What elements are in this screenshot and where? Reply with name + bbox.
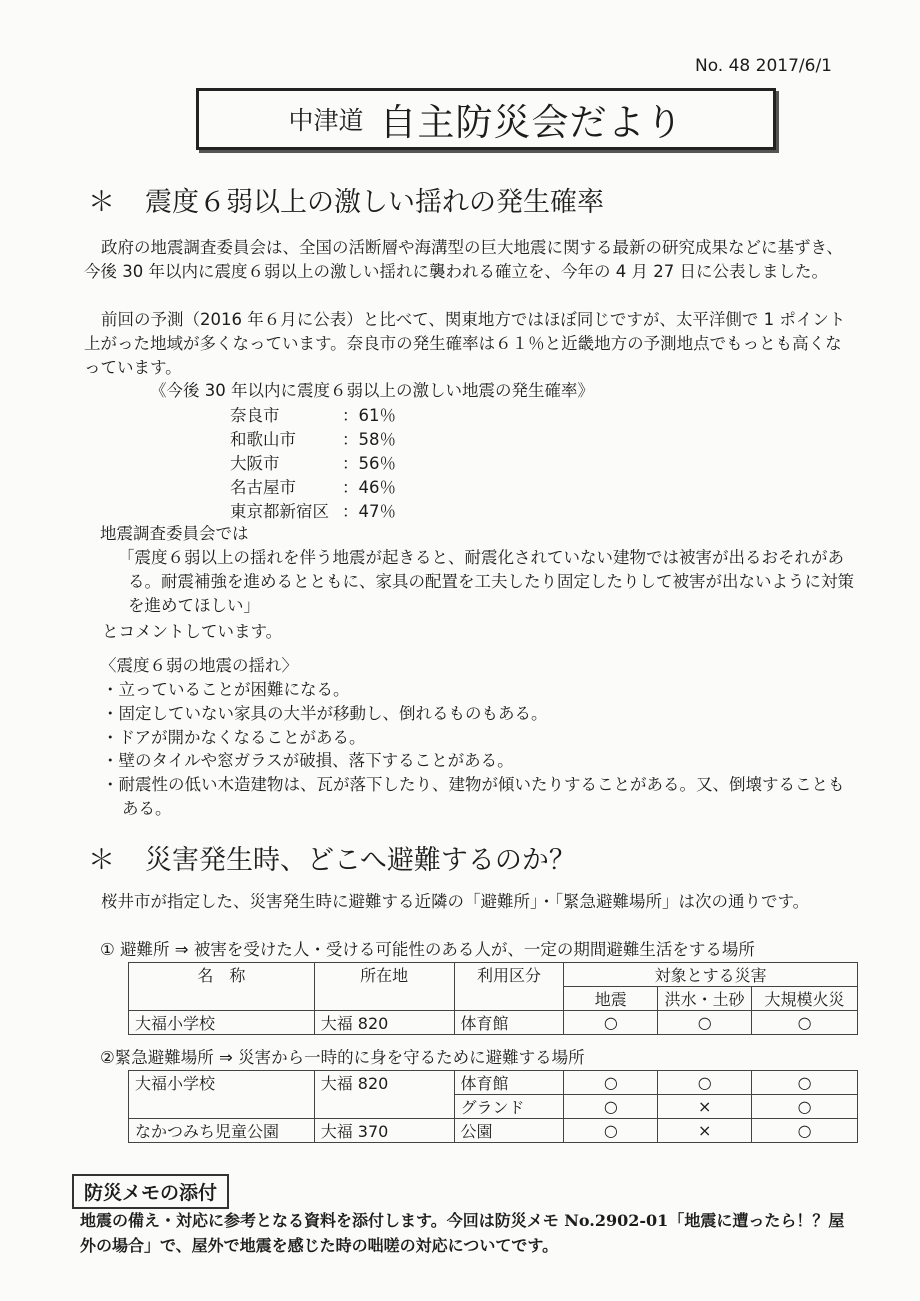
header-name: 名 称 <box>129 963 315 1011</box>
masthead-area-name: 中津道 <box>288 106 364 135</box>
cell-quake: ○ <box>564 1119 658 1143</box>
section2-heading <box>88 838 576 877</box>
list-item: ・固定していない家具の大半が移動し、倒れるものもある。 <box>102 703 548 723</box>
cell-name: なかつみち児童公園 <box>129 1119 315 1143</box>
rate-city: 大阪市 <box>230 454 280 473</box>
section1-paragraph-1: 政府の地震調査委員会は、全国の活断層や海溝型の巨大地震に関する最新の研究成果などに基ずき、今後 30 年以内に震度６弱以上の激しい揺れに襲われる確立を、今年の 4 月 27 日に公表しました。 <box>84 238 843 281</box>
shake-list <box>102 678 854 821</box>
emergency-table <box>128 1070 858 1143</box>
cell-quake: ○ <box>564 1011 658 1035</box>
committee-comment: とコメントしています。 <box>102 622 283 641</box>
heading-asterisk: ＊ <box>88 187 115 218</box>
table-row <box>129 1071 858 1095</box>
heading-asterisk: ＊ <box>88 845 115 876</box>
emergency-label: ②緊急避難場所 ⇒ 災害から一時的に身を守るために避難する場所 <box>100 1048 585 1067</box>
header-flood: 洪水・土砂 <box>658 987 752 1011</box>
list-item: ・壁のタイルや窓ガラスが破損、落下することがある。 <box>102 751 514 771</box>
cell-flood: ○ <box>658 1011 752 1035</box>
cell-usage: 公園 <box>454 1119 564 1143</box>
list-item: ・ドアが開かなくなることがある。 <box>102 727 366 747</box>
section1-heading-text: 震度６弱以上の激しい揺れの発生確率 <box>145 187 604 218</box>
memo-text: 地震の備え・対応に参考となる資料を添付します。今回は防災メモ No.2902-01「地震に遭ったら！？屋外の場合」で、屋外で地震を感じた時の咄嗟の対応についてです。 <box>80 1211 845 1255</box>
section1-paragraph-2: 前回の予測（2016 年６月に公表）と比べて、関東地方ではほぼ同じですが、太平洋側で 1 ポイント上がった地域が多くなっています。奈良市の発生確率は６１％と近畿地方の予測地点でもっとも高くなっています。 <box>84 310 846 377</box>
cell-fire: ○ <box>752 1071 858 1095</box>
table-row <box>129 1119 858 1143</box>
masthead-title: 自主防災会だより <box>379 101 684 144</box>
rate-value: ：61％ <box>342 406 396 425</box>
memo-title-box: 防災メモの添付 <box>72 1174 229 1209</box>
section1-heading <box>88 180 604 219</box>
rate-row <box>230 402 396 426</box>
rate-city: 和歌山市 <box>230 430 296 449</box>
cell-flood: × <box>658 1119 752 1143</box>
rate-value: ：46％ <box>342 478 396 497</box>
rate-city: 東京都新宿区 <box>230 502 329 521</box>
rate-row <box>230 474 396 498</box>
list-item: ・耐震性の低い木造建物は、瓦が落下したり、建物が傾いたりすることがある。又、倒壊することもある。 <box>102 775 845 818</box>
header-usage: 利用区分 <box>454 963 564 1011</box>
cell-flood: × <box>658 1095 752 1119</box>
cell-address: 大福 370 <box>314 1119 454 1143</box>
cell-usage: 体育館 <box>454 1011 564 1035</box>
cell-address: 大福 820 <box>314 1011 454 1035</box>
rate-value: ：56％ <box>342 454 396 473</box>
rate-row <box>230 450 396 474</box>
shelter-label: ① 避難所 ⇒ 被害を受けた人・受ける可能性のある人が、一定の期間避難生活をする場所 <box>100 940 755 959</box>
rates-title: 《今後 30 年以内に震度６弱以上の激しい地震の発生確率》 <box>150 381 594 400</box>
rate-row <box>230 426 396 450</box>
section2-heading-text: 災害発生時、どこへ避難するのか？ <box>145 845 576 876</box>
rate-row <box>230 498 396 522</box>
rate-city: 名古屋市 <box>230 478 296 497</box>
header-fire: 大規模火災 <box>752 987 858 1011</box>
cell-quake: ○ <box>564 1095 658 1119</box>
rate-city: 奈良市 <box>230 406 280 425</box>
table-header-row <box>129 963 858 987</box>
cell-address: 大福 820 <box>314 1071 454 1119</box>
header-target: 対象とする災害 <box>564 963 858 987</box>
list-item: ・立っていることが困難になる。 <box>102 680 350 699</box>
header-address: 所在地 <box>314 963 454 1011</box>
table-row <box>129 1011 858 1035</box>
header-quake: 地震 <box>564 987 658 1011</box>
newsletter-masthead <box>196 88 776 150</box>
cell-flood: ○ <box>658 1071 752 1095</box>
cell-fire: ○ <box>752 1095 858 1119</box>
cell-name: 大福小学校 <box>129 1071 315 1119</box>
cell-fire: ○ <box>752 1011 858 1035</box>
rate-value: ：58％ <box>342 430 396 449</box>
issue-number-date: No. 48 2017/6/1 <box>694 56 832 76</box>
cell-name: 大福小学校 <box>129 1011 315 1035</box>
section2-intro: 桜井市が指定した、災害発生時に避難する近隣の「避難所」・「緊急避難場所」は次の通りです。 <box>101 892 810 911</box>
cell-usage: グランド <box>454 1095 564 1119</box>
committee-quote: 「震度６弱以上の揺れを伴う地震が起きると、耐震化されていない建物では被害が出るおそれがある。耐震補強を進めるとともに、家具の配置を工夫したり固定したりして被害が出ないように対策を進めてほしい」 <box>118 548 854 615</box>
rate-value: ：47％ <box>342 502 396 521</box>
shake-title: 〈震度６弱の地震の揺れ〉 <box>100 656 298 675</box>
cell-usage: 体育館 <box>454 1071 564 1095</box>
cell-fire: ○ <box>752 1119 858 1143</box>
committee-label: 地震調査委員会では <box>100 524 249 543</box>
shelter-table <box>128 962 858 1035</box>
cell-quake: ○ <box>564 1071 658 1095</box>
